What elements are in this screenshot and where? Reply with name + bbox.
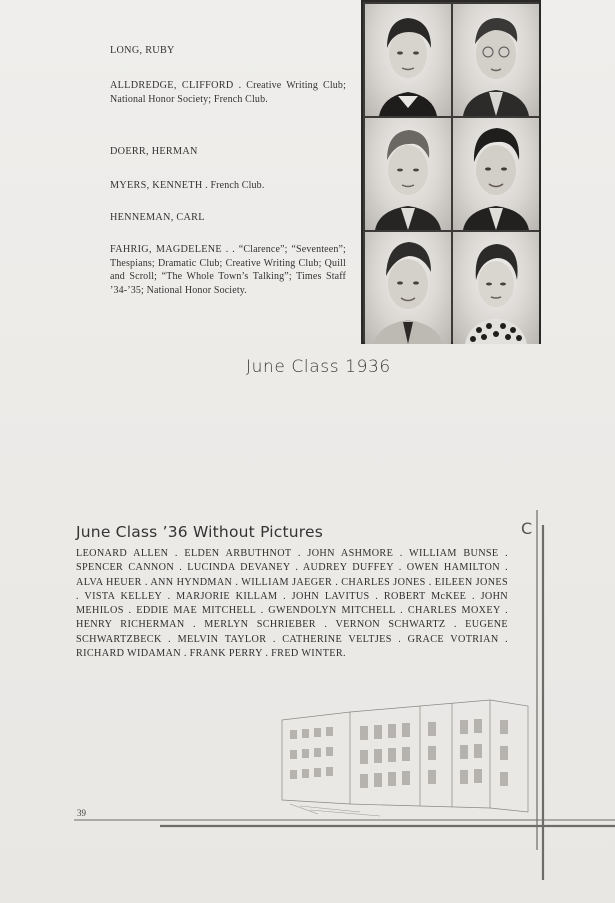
entry-activities: . French Club. [202, 180, 265, 191]
without-pictures-title: June Class ’36 Without Pictures [76, 523, 324, 541]
entry-name: MYERS, KENNETH [110, 180, 203, 191]
class-title: June Class 1936 [246, 357, 391, 377]
entry-name: DOERR, HERMAN [110, 146, 198, 157]
entry-name: LONG, RUBY [110, 45, 175, 56]
entry-name: HENNEMAN, CARL [110, 212, 205, 223]
entry-name: ALLDREDGE, CLIFFORD [110, 80, 234, 91]
without-pictures-names: LEONARD ALLEN . ELDEN ARBUTHNOT . JOHN ASHMORE . WILLIAM BUNSE . SPENCER CANNON . LUCINDA DEVANEY . AUDREY DUFFEY . OWEN HAMILTON . ALVA HEUER . ANN HYNDMAN . WILLIAM JAEGER . CHARLES JONES . EILEEN JONES . VISTA KELLEY . MARJORIE KILLAM . JOHN LAVITUS . ROBERT McKEE . JOHN MEHILOS . EDDIE MAE MITCHELL . GWENDOLYN MITCHELL . CHARLES MOXEY . HENRY RICHERMAN . MERLYN SCHRIEBER . VERNON SCHWARTZ . EUGENE SCHWARTZBECK . MELVIN TAYLOR . CATHERINE VELTJES . GRACE VOTRIAN . RICHARD WIDAMAN . FRANK PERRY . FRED WINTER. [76, 548, 508, 660]
page-number: 39 [77, 808, 86, 818]
entry-name: FAHRIG, MAGDELENE [110, 244, 222, 255]
corner-mark: C [521, 519, 533, 538]
entry-activities: . . “Clarence”; “Seventeen”; Thespians; Dramatic Club; Creative Writing Club; Quill and Scroll; “The Whole Town’s Talking”; Times Staff ’34-’35; National Honor Society. [110, 244, 346, 296]
entry-activities: . Creative Writing Club; National Honor Society; French Club. [110, 80, 346, 105]
